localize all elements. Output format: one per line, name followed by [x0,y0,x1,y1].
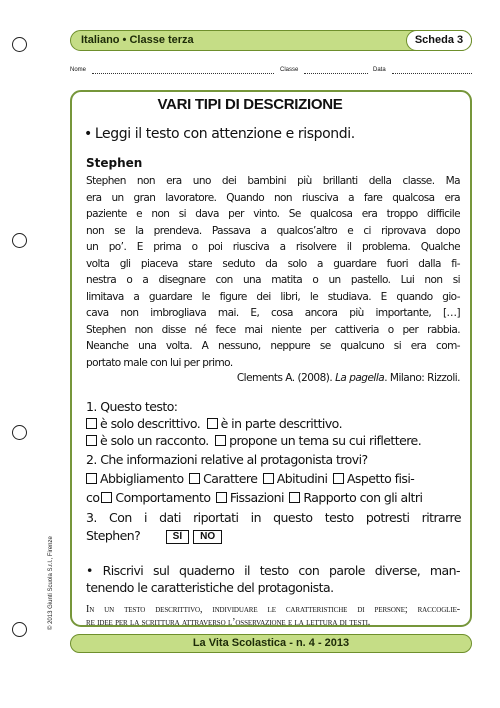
date-field[interactable] [392,67,472,74]
story-line: Neanche una volta. A nessuno, neppure se qualcuno si era com- [86,340,460,352]
class-label: Classe [280,67,299,73]
instruction-read [84,126,355,142]
class-field[interactable] [304,67,368,74]
page-title: VARI TIPI DI DESCRIZIONE [157,96,343,113]
name-label: Nome [70,67,87,73]
checkbox[interactable] [86,435,97,446]
option-label: Aspetto fisi- [346,471,415,486]
option-label: è in parte descrittivo. [220,416,342,431]
bullet-icon: • [86,563,103,578]
yes-option[interactable]: SÌ [166,530,189,544]
checkbox[interactable] [86,418,97,429]
question-1-options-row-2 [86,433,461,448]
subject-label: Italiano • Classe terza [81,34,194,46]
option-label: propone un tema su cui riflettere. [229,433,422,448]
question-2: 2. Che informazioni relative al protagonista trovi? [86,452,368,467]
citation-title: La pagella [335,372,385,384]
story-line: Stephen non era uno dei bambini più brillanti della classe. Ma [86,175,460,187]
option-label: co [86,490,100,505]
option-label: Abitudini [276,471,328,486]
story-line: era un gran lavoratore. Quando non riusciva a fare qualcosa era [86,191,460,204]
story-title: Stephen [86,156,143,170]
story-line: non se la prendeva. Passava a qualcos’altro e ci riprovava dopo [86,224,460,237]
copyright-text: © 2013 Giunti Scuola S.r.l., Firenze [48,536,54,630]
question-2-options-row-1 [86,471,461,486]
story-line: limitava a guardare le figure dei libri, le studiava. E quando gio- [86,290,460,303]
story-line: volta gli piaceva stare seduto da solo a guardare fuori dalla fi- [86,257,460,270]
binder-hole [12,622,27,637]
option-label: è solo descrittivo. [100,416,201,431]
question-3-answer-row [86,528,461,544]
option-label: Comportamento [115,490,211,505]
checkbox[interactable] [215,435,226,446]
question-3: 3. Con i dati riportati in questo testo potresti ritrarre [86,510,461,525]
footer-bar: La Vita Scolastica - n. 4 - 2013 [70,634,472,653]
instruction-rewrite-line-2: tenendo le caratteristiche del protagonista. [86,580,334,595]
date-label: Data [373,67,386,73]
instruction-rewrite-text: Riscrivi sul quaderno il testo con parole diverse, man- [102,563,460,578]
option-label: Fissazioni [229,490,284,505]
no-option[interactable]: NO [193,530,222,544]
checkbox[interactable] [216,492,227,503]
question-1: 1. Questo testo: [86,399,178,414]
story-line: Stephen non disse né fece mai niente per cattiveria o per rabbia. [86,323,460,336]
checkbox[interactable] [289,492,300,503]
header-bar [70,30,472,51]
story-line: cava non imbrogliava mai. E, cosa ancora più importante, […] [86,307,460,319]
binder-hole [12,233,27,248]
checkbox[interactable] [189,473,200,484]
sheet-label: Scheda 3 [406,30,472,51]
option-label: Rapporto con gli altri [303,490,423,505]
checkbox[interactable] [101,492,112,503]
story-line: paziente e non si dava per vinto. Se qualcosa era troppo difficile [86,208,460,220]
option-label: Abbigliamento [100,471,184,486]
binder-hole [12,37,27,52]
citation [86,372,460,384]
citation-publisher: . Milano: Rizzoli. [384,372,460,384]
objectives-note-line-1: In un testo descrittivo, individuare le caratteristiche di persone; raccoglie- [86,604,460,615]
story-line: un po’. E prima o poi riusciva a risolvere il problema. Qualche [86,241,460,253]
student-info-line [70,67,472,79]
question-1-options-row-1 [86,416,461,431]
objectives-note-line-2: re idee per la scrittura attraverso l’osservazione e la lettura di testi. [86,617,371,628]
binder-hole [12,425,27,440]
checkbox[interactable] [333,473,344,484]
story-line: nestra o a disegnare con una matita o un pastello. Lui non si [86,274,460,286]
story-line: portato male con lui per primo. [86,356,233,369]
instruction-read-text: Leggi il testo con attenzione e rispondi. [94,126,355,142]
checkbox[interactable] [86,473,97,484]
checkbox[interactable] [207,418,218,429]
name-field[interactable] [92,67,274,74]
bullet-icon: • [84,126,92,142]
question-2-options-row-2 [86,490,461,505]
option-label: è solo un racconto. [100,433,209,448]
story-text [86,173,460,371]
question-3-continuation: Stephen? [86,528,141,543]
citation-author: Clements A. (2008). [236,372,333,384]
checkbox[interactable] [263,473,274,484]
option-label: Carattere [203,471,258,486]
instruction-rewrite-line-1 [86,563,460,578]
